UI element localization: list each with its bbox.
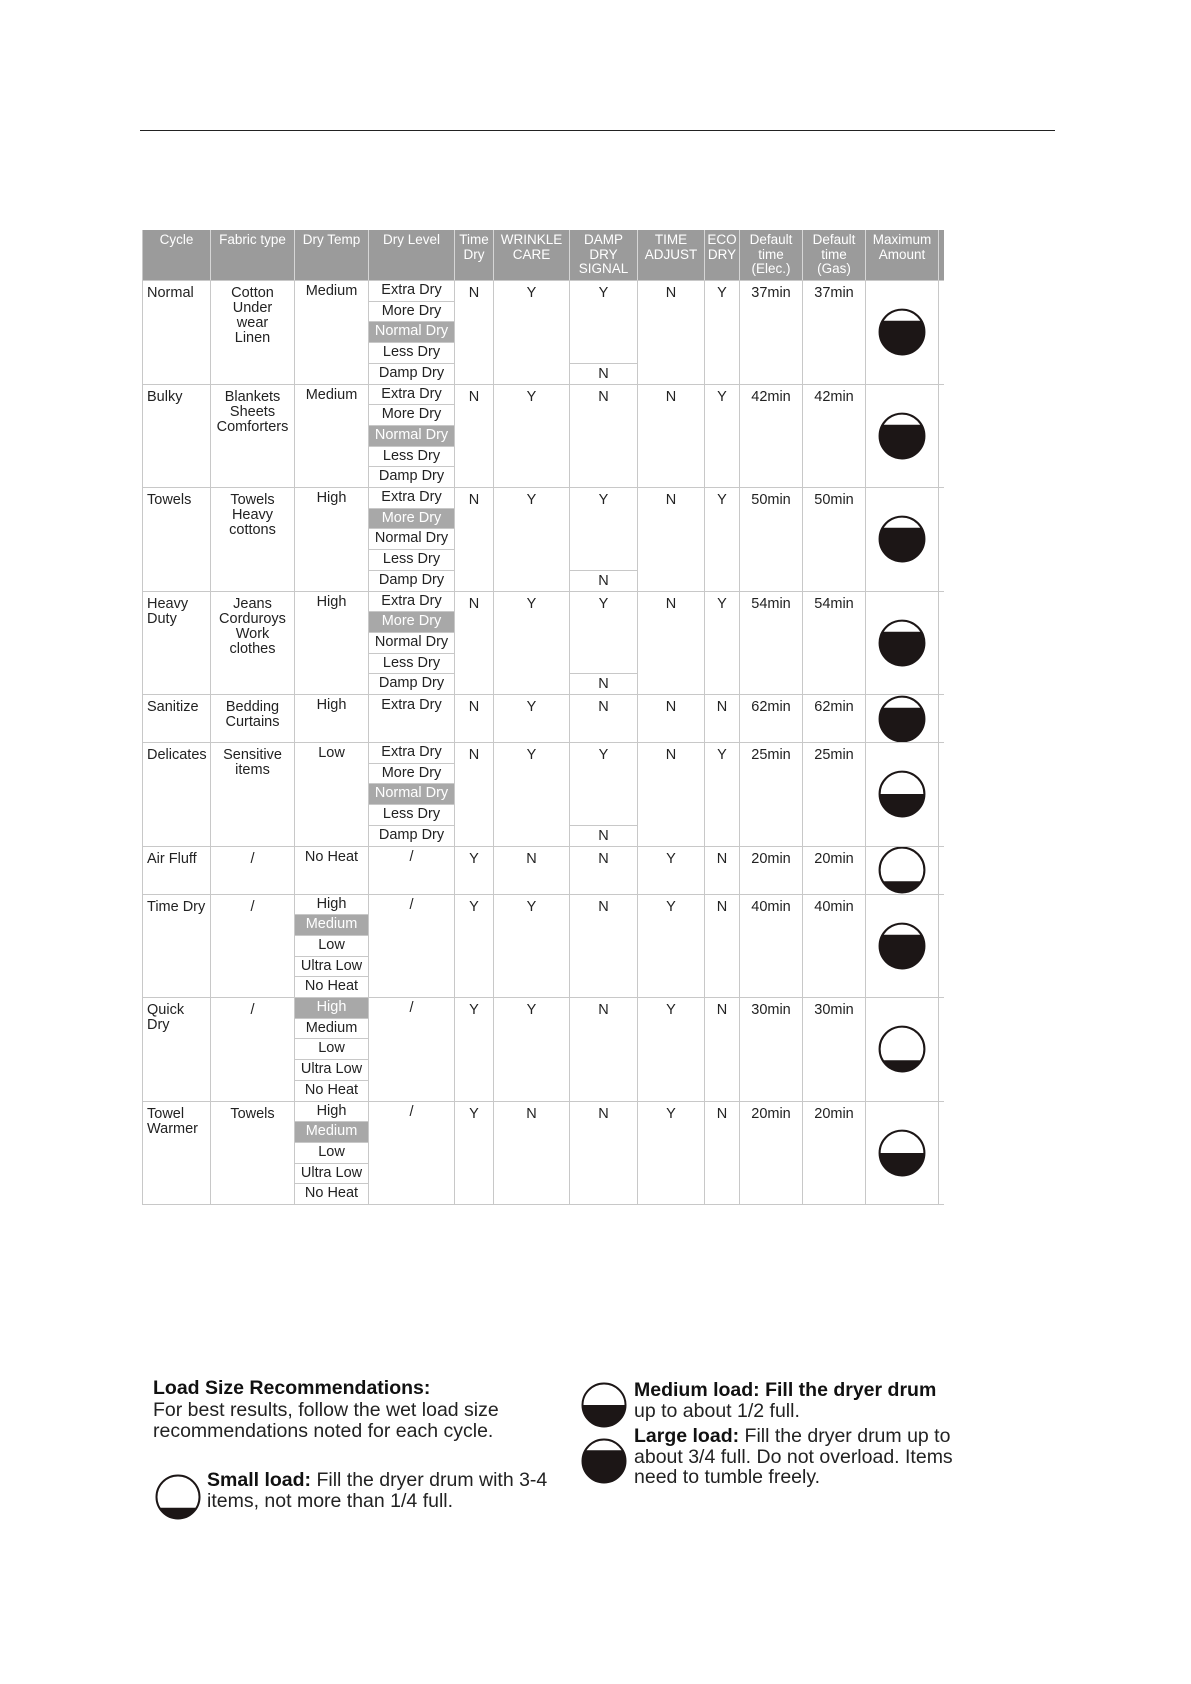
dry-level: Extra Dry: [369, 488, 454, 509]
dry-level: Normal Dry: [369, 529, 454, 550]
drum-fill: [880, 794, 925, 816]
time-adjust-value: N: [638, 592, 705, 695]
dry-temp: Medium: [305, 386, 358, 403]
dry-temp: Low: [295, 1039, 368, 1060]
dry-temp: Low: [295, 1143, 368, 1164]
dry-temp-list: [295, 998, 369, 1101]
damp-dry-signal-damp-level: N: [570, 363, 637, 384]
max-amount-cell: [866, 998, 939, 1101]
cycle-name: Time Dry: [143, 895, 211, 998]
dry-temp: No Heat: [304, 1081, 359, 1098]
dry-temp: High: [295, 1102, 368, 1123]
dry-temp: High: [316, 593, 347, 610]
dry-level-list: [369, 1102, 455, 1205]
dry-level: Damp Dry: [378, 675, 445, 692]
wrinkle-care-value: Y: [494, 695, 570, 742]
default-time-elec: 42min: [740, 385, 803, 488]
dry-level: Extra Dry: [381, 697, 442, 713]
table-row: [143, 894, 944, 998]
small-load-icon: [154, 1473, 202, 1521]
medium-load-icon: [877, 769, 927, 819]
small-load-icon: [877, 1024, 927, 1074]
time-adjust-value: N: [638, 385, 705, 488]
time-dry-value: Y: [455, 847, 494, 894]
dry-level: Damp Dry: [378, 826, 445, 843]
time-adjust-value: Y: [638, 1102, 705, 1205]
wrinkle-care-value: Y: [494, 743, 570, 846]
dry-level: Extra Dry: [369, 592, 454, 613]
default-time-elec: 37min: [740, 281, 803, 384]
dry-level-list: [369, 895, 455, 998]
spacer: [369, 1018, 454, 1101]
large-load-icon: [877, 307, 927, 357]
dry-level: More Dry: [369, 302, 454, 323]
dry-temp-list: [295, 743, 369, 846]
table-body: [143, 280, 944, 1204]
dry-level: Less Dry: [369, 654, 454, 675]
cycle-name: Air Fluff: [143, 847, 211, 894]
table-row: [143, 997, 944, 1101]
legend-title: Load Size Recommendations:: [153, 1377, 431, 1399]
spacer: [295, 715, 368, 742]
table-row: [143, 280, 944, 384]
dry-temp-list: [295, 592, 369, 695]
wrinkle-care-value: Y: [494, 895, 570, 998]
fabric-type: Sensitive items: [211, 743, 295, 846]
damp-dry-signal-main: Y: [598, 285, 609, 301]
table-row: [143, 846, 944, 894]
damp-dry-signal-main: Y: [598, 595, 609, 612]
dry-level-list: [369, 592, 455, 695]
dry-temp: Medium: [295, 915, 368, 936]
medium-load-icon: [580, 1381, 628, 1429]
time-dry-value: N: [455, 385, 494, 488]
default-time-elec: 50min: [740, 488, 803, 591]
damp-dry-signal-value: [570, 385, 638, 488]
dry-temp-list: [295, 895, 369, 998]
fabric-type: Cotton Under wear Linen: [211, 281, 295, 384]
dry-temp-list: [295, 488, 369, 591]
default-time-gas: 62min: [803, 695, 866, 742]
dry-level: /: [409, 1000, 414, 1016]
time-dry-value: Y: [455, 895, 494, 998]
time-dry-value: N: [455, 695, 494, 742]
dry-temp: Medium: [305, 283, 358, 299]
fabric-type: /: [211, 998, 295, 1101]
wrinkle-care-value: N: [494, 847, 570, 894]
fabric-type: Towels Heavy cottons: [211, 488, 295, 591]
dry-temp: High: [316, 490, 347, 506]
drum-fill: [583, 1405, 626, 1427]
damp-dry-signal-main: N: [598, 388, 609, 405]
cycle-name: Delicates: [143, 743, 211, 846]
default-time-gas: 50min: [803, 488, 866, 591]
default-time-gas: 40min: [803, 895, 866, 998]
dry-level: More Dry: [369, 405, 454, 426]
cycle-name: Quick Dry: [143, 998, 211, 1101]
column-header: Default time (Elec.): [740, 230, 803, 280]
column-header: Dry Level: [369, 230, 455, 280]
max-amount-cell: [866, 1102, 939, 1205]
cycle-name: Normal: [143, 281, 211, 384]
column-header: Time Dry: [455, 230, 494, 280]
dry-level: Normal Dry: [369, 633, 454, 654]
dry-temp: High: [295, 998, 368, 1019]
large-load-icon: [877, 411, 927, 461]
legend-medium-text: up to about 1/2 full.: [634, 1400, 800, 1422]
eco-dry-value: N: [705, 847, 740, 894]
column-header: Dry Temp: [295, 230, 369, 280]
dry-level-list: [369, 998, 455, 1101]
damp-dry-signal-damp-level: N: [570, 825, 637, 846]
large-load-icon: [877, 514, 927, 564]
damp-dry-signal-value: [570, 895, 638, 998]
dry-level: Damp Dry: [378, 468, 445, 485]
eco-dry-value: Y: [705, 592, 740, 695]
default-time-gas: 25min: [803, 743, 866, 846]
dry-level: Extra Dry: [369, 281, 454, 302]
cycle-name: Heavy Duty: [143, 592, 211, 695]
large-load-icon: [877, 618, 927, 668]
column-header: ECO DRY: [705, 230, 740, 280]
dry-level: More Dry: [369, 764, 454, 785]
dry-temp-list: [295, 695, 369, 742]
spacer: [295, 508, 368, 591]
eco-dry-value: N: [705, 695, 740, 742]
max-amount-cell: [866, 281, 939, 384]
eco-dry-value: N: [705, 1102, 740, 1205]
wrinkle-care-value: Y: [494, 488, 570, 591]
table-row: [143, 742, 944, 846]
max-amount-cell: [866, 695, 939, 742]
cycle-name: Towel Warmer: [143, 1102, 211, 1205]
eco-dry-value: N: [705, 895, 740, 998]
spacer: [369, 1122, 454, 1205]
time-adjust-value: N: [638, 281, 705, 384]
spacer: [295, 301, 368, 384]
wrinkle-care-value: Y: [494, 592, 570, 695]
damp-dry-signal-value: [570, 592, 638, 695]
column-header: TIME ADJUST: [638, 230, 705, 280]
dry-temp: Medium: [295, 1122, 368, 1143]
dry-level: Damp Dry: [378, 364, 445, 381]
time-dry-value: N: [455, 488, 494, 591]
spacer: [369, 915, 454, 998]
time-adjust-value: Y: [638, 895, 705, 998]
fabric-type: Towels: [211, 1102, 295, 1205]
time-dry-value: Y: [455, 998, 494, 1101]
large-load-icon: [877, 921, 927, 971]
cycle-name: Towels: [143, 488, 211, 591]
spacer: [295, 763, 368, 846]
column-header: WRINKLE CARE: [494, 230, 570, 280]
dry-level: Less Dry: [369, 447, 454, 468]
default-time-gas: 20min: [803, 1102, 866, 1205]
damp-dry-signal-value: [570, 488, 638, 591]
default-time-gas: 54min: [803, 592, 866, 695]
eco-dry-value: Y: [705, 281, 740, 384]
dry-temp-list: [295, 281, 369, 384]
time-dry-value: Y: [455, 1102, 494, 1205]
damp-dry-signal-value: [570, 998, 638, 1101]
damp-dry-signal-main: Y: [598, 492, 609, 508]
damp-dry-signal-value: [570, 847, 638, 894]
max-amount-cell: [866, 385, 939, 488]
dry-temp: Ultra Low: [295, 1164, 368, 1185]
fabric-type: Jeans Corduroys Work clothes: [211, 592, 295, 695]
small-load-icon: [877, 847, 927, 894]
spacer: [295, 612, 368, 695]
damp-dry-signal-value: [570, 695, 638, 742]
dry-temp: No Heat: [304, 1185, 359, 1202]
table-row: [143, 694, 944, 742]
dry-temp: High: [316, 697, 347, 713]
spacer: [295, 867, 368, 894]
default-time-elec: 40min: [740, 895, 803, 998]
cycle-name: Sanitize: [143, 695, 211, 742]
dry-level-list: [369, 743, 455, 846]
spacer: [369, 867, 454, 894]
dry-level: Extra Dry: [369, 385, 454, 406]
dry-temp: Medium: [295, 1019, 368, 1040]
default-time-gas: 20min: [803, 847, 866, 894]
table-row: [143, 1101, 944, 1205]
legend-medium-label: Medium load: Fill the dryer drum: [634, 1379, 937, 1401]
time-adjust-value: Y: [638, 847, 705, 894]
default-time-elec: 20min: [740, 847, 803, 894]
cycle-name: Bulky: [143, 385, 211, 488]
dry-temp-list: [295, 385, 369, 488]
default-time-elec: 62min: [740, 695, 803, 742]
dry-level-list: [369, 281, 455, 384]
wrinkle-care-value: Y: [494, 281, 570, 384]
column-header: Cycle: [143, 230, 211, 280]
dry-temp: Ultra Low: [295, 957, 368, 978]
time-adjust-value: N: [638, 695, 705, 742]
column-header: DAMP DRY SIGNAL: [570, 230, 638, 280]
column-header: Maximum Amount: [866, 230, 939, 280]
dry-level: Normal Dry: [369, 784, 454, 805]
dry-level-list: [369, 488, 455, 591]
time-dry-value: N: [455, 281, 494, 384]
default-time-elec: 20min: [740, 1102, 803, 1205]
dry-level: /: [409, 848, 414, 865]
damp-dry-signal-value: [570, 743, 638, 846]
wrinkle-care-value: Y: [494, 385, 570, 488]
wrinkle-care-value: N: [494, 1102, 570, 1205]
dry-temp-list: [295, 847, 369, 894]
fabric-type: /: [211, 895, 295, 998]
dry-level: Less Dry: [369, 805, 454, 826]
legend-intro: For best results, follow the wet load size recommendations noted for each cycle.: [153, 1399, 499, 1442]
damp-dry-signal-damp-level: N: [570, 570, 637, 591]
dry-level: Normal Dry: [369, 322, 454, 343]
table-header: [143, 230, 944, 280]
dry-level: /: [409, 896, 414, 913]
eco-dry-value: Y: [705, 385, 740, 488]
time-dry-value: N: [455, 743, 494, 846]
dry-level: Normal Dry: [369, 426, 454, 447]
damp-dry-signal-damp-level: N: [570, 673, 637, 694]
dry-temp: No Heat: [304, 848, 359, 865]
default-time-elec: 25min: [740, 743, 803, 846]
dry-level-list: [369, 847, 455, 894]
dry-level: Less Dry: [369, 550, 454, 571]
dry-temp: No Heat: [304, 978, 359, 995]
column-header: Default time (Gas): [803, 230, 866, 280]
cycle-table: [142, 230, 944, 1205]
eco-dry-value: Y: [705, 488, 740, 591]
time-adjust-value: N: [638, 488, 705, 591]
dry-level: /: [409, 1103, 414, 1120]
dry-temp: Low: [318, 745, 345, 761]
max-amount-cell: [866, 847, 939, 894]
large-load-icon: [580, 1437, 628, 1485]
fabric-type: Bedding Curtains: [211, 695, 295, 742]
table-row: [143, 487, 944, 591]
damp-dry-signal-main: N: [598, 699, 609, 715]
spacer: [369, 715, 454, 742]
dry-temp: High: [295, 895, 368, 916]
dry-temp-list: [295, 1102, 369, 1205]
damp-dry-signal-main: Y: [598, 747, 609, 763]
time-adjust-value: Y: [638, 998, 705, 1101]
default-time-elec: 30min: [740, 998, 803, 1101]
damp-dry-signal-value: [570, 1102, 638, 1205]
damp-dry-signal-main: N: [598, 850, 609, 867]
dry-temp: Ultra Low: [295, 1060, 368, 1081]
max-amount-cell: [866, 592, 939, 695]
default-time-gas: 42min: [803, 385, 866, 488]
damp-dry-signal-value: [570, 281, 638, 384]
drum-fill: [880, 1153, 925, 1175]
fabric-type: /: [211, 847, 295, 894]
max-amount-cell: [866, 488, 939, 591]
legend-small: Small load: Fill the dryer drum with 3-4 items, not more than 1/4 full.: [207, 1469, 548, 1512]
default-time-gas: 37min: [803, 281, 866, 384]
header-rule: [140, 130, 1055, 131]
damp-dry-signal-main: N: [598, 1002, 609, 1018]
dry-level: Less Dry: [369, 343, 454, 364]
damp-dry-signal-main: N: [598, 898, 609, 915]
table-row: [143, 384, 944, 488]
large-load-icon: [877, 695, 927, 742]
legend-large: Large load: Fill the dryer drum up to about 3/4 full. Do not overload. Items need to tumble freely.: [634, 1425, 953, 1488]
max-amount-cell: [866, 743, 939, 846]
dry-temp: Low: [295, 936, 368, 957]
time-adjust-value: N: [638, 743, 705, 846]
dry-level: More Dry: [369, 612, 454, 633]
dry-level: More Dry: [369, 509, 454, 530]
eco-dry-value: Y: [705, 743, 740, 846]
medium-load-icon: [877, 1128, 927, 1178]
default-time-gas: 30min: [803, 998, 866, 1101]
dry-level-list: [369, 385, 455, 488]
table-row: [143, 591, 944, 695]
max-amount-cell: [866, 895, 939, 998]
dry-level: Damp Dry: [378, 571, 445, 588]
default-time-elec: 54min: [740, 592, 803, 695]
time-dry-value: N: [455, 592, 494, 695]
dry-level: Extra Dry: [369, 743, 454, 764]
damp-dry-signal-main: N: [598, 1105, 609, 1122]
column-header: Fabric type: [211, 230, 295, 280]
dry-level-list: [369, 695, 455, 742]
wrinkle-care-value: Y: [494, 998, 570, 1101]
fabric-type: Blankets Sheets Comforters: [211, 385, 295, 488]
eco-dry-value: N: [705, 998, 740, 1101]
spacer: [295, 405, 368, 488]
